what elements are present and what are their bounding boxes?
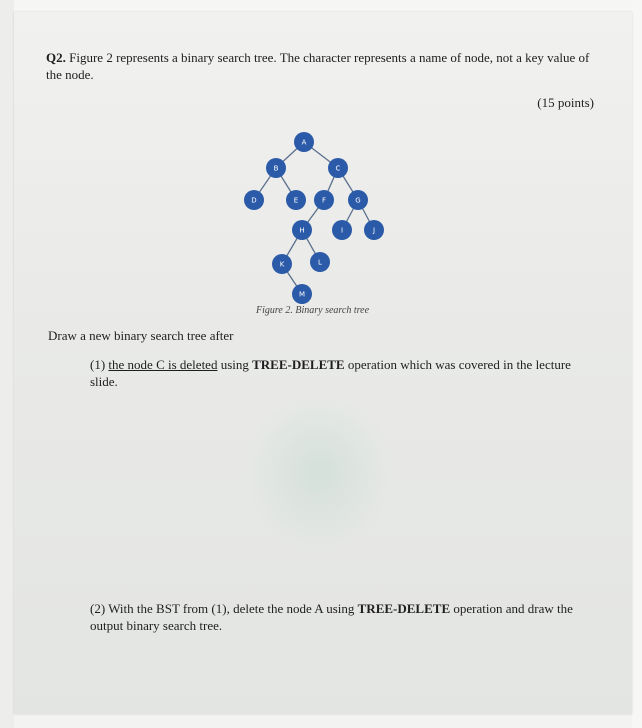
item-1-underlined-text: the node C is deleted (108, 357, 218, 372)
tree-node-B (266, 158, 286, 178)
tree-node-E (286, 190, 306, 210)
tree-node-label-L: L (318, 258, 322, 267)
tree-node-G (348, 190, 368, 210)
tree-node-label-K: K (279, 260, 285, 269)
item-1-number: (1) (90, 357, 106, 372)
question-number: Q2. (46, 50, 66, 65)
points-label: (15 points) (537, 95, 594, 110)
screen-glare (244, 392, 394, 552)
tree-node-C (328, 158, 348, 178)
item-2-number: (2) (90, 601, 106, 616)
tree-node-label-J: J (372, 226, 376, 235)
item-2-operation: TREE-DELETE (357, 601, 451, 616)
tree-node-J (364, 220, 384, 240)
item-1-operation: TREE-DELETE (252, 357, 345, 372)
figure-caption: Figure 2. Binary search tree (256, 305, 370, 316)
tree-node-L (310, 252, 330, 272)
instruction-item-2 (90, 600, 580, 634)
tree-node-M (292, 284, 312, 304)
tree-node-K (272, 254, 292, 274)
tree-node-label-A: A (301, 138, 307, 147)
tree-node-F (314, 190, 334, 210)
item-2-text-pre: With the BST from (1), delete the node A using (108, 601, 358, 616)
question-statement (46, 49, 606, 83)
tree-node-label-F: F (321, 196, 327, 205)
tree-node-label-I: I (340, 226, 344, 235)
tree-node-D (244, 190, 264, 210)
photo-border-right (632, 0, 642, 728)
tree-node-label-G: G (355, 196, 361, 205)
item-1-text-post: operation which was covered in the lecture slide. (90, 357, 571, 389)
item-1-text-pre: using (217, 357, 253, 372)
photo-border-left (0, 0, 14, 728)
instruction-intro: Draw a new binary search tree after (48, 328, 234, 343)
tree-node-label-E: E (293, 196, 299, 205)
tree-node-label-H: H (299, 226, 305, 235)
tree-node-label-M: M (298, 290, 306, 299)
item-2-text-post: operation and draw the output binary search tree. (90, 601, 573, 633)
tree-node-H (292, 220, 312, 240)
binary-search-tree-figure (228, 124, 388, 304)
tree-node-label-B: B (273, 164, 279, 173)
photo-border-top (0, 0, 642, 12)
tree-node-label-C: C (335, 164, 341, 173)
tree-nodes (244, 132, 384, 304)
tree-node-label-D: D (251, 196, 257, 205)
question-text: Figure 2 represents a binary search tree. The character represents a name of node, not a key value of the node. (46, 50, 590, 82)
tree-node-A (294, 132, 314, 152)
instruction-item-1 (90, 356, 590, 390)
tree-node-I (332, 220, 352, 240)
paper-sheet (14, 12, 632, 714)
